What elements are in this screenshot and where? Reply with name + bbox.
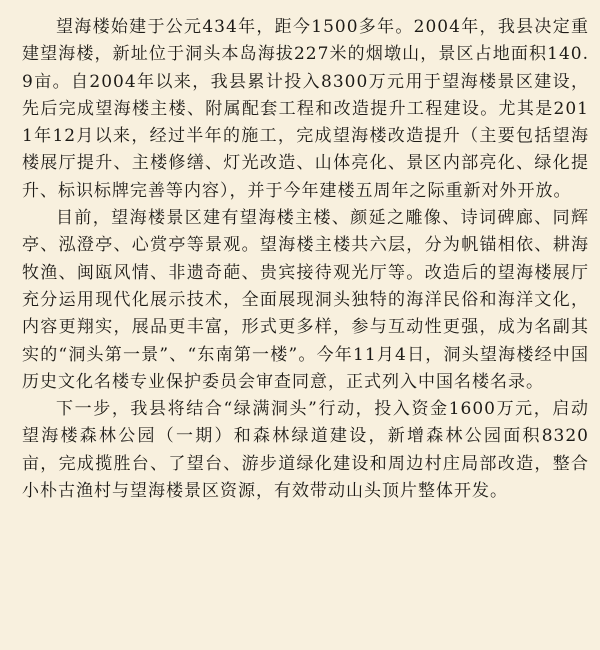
paragraph-scenic-spots: 目前，望海楼景区建有望海楼主楼、颜延之雕像、诗词碑廊、同辉亭、泓澄亭、心赏亭等景观。望海楼主楼共六层，分为帆锚相依、耕海牧渔、闽瓯风情、非遗奇葩、贵宾接待观光厅等。改造后的望海楼展厅充分运用现代化展示技术，全面展现洞头独特的海洋民俗和海洋文化，内容更翔实，展品更丰富，形式更多样，参与互动性更强，成为名副其实的“洞头第一景”、“东南第一楼”。今年11月4日，洞头望海楼经中国历史文化名楼专业保护委员会审查同意，正式列入中国名楼名录。	[22, 208, 589, 392]
paragraph-next-steps: 下一步，我县将结合“绿满洞头”行动，投入资金1600万元，启动望海楼森林公园（一期）和森林绿道建设，新增森林公园面积8320亩，完成揽胜台、了望台、游步道绿化建设和周边村庄局部改造，整合小朴古渔村与望海楼景区资源，有效带动山头顶片整体开发。	[22, 399, 589, 502]
paragraph-history: 望海楼始建于公元434年，距今1500多年。2004年，我县决定重建望海楼，新址位于洞头本岛海拔227米的烟墩山，景区占地面积140.9亩。自2004年以来，我县累计投入8300万元用于望海楼景区建设，先后完成望海楼主楼、附属配套工程和改造提升工程建设。尤其是2011年12月以来，经过半年的施工，完成望海楼改造提升（主要包括望海楼展厅提升、主楼修缮、灯光改造、山体亮化、景区内部亮化、绿化提升、标识标牌完善等内容），并于今年建楼五周年之际重新对外开放。	[22, 17, 589, 201]
